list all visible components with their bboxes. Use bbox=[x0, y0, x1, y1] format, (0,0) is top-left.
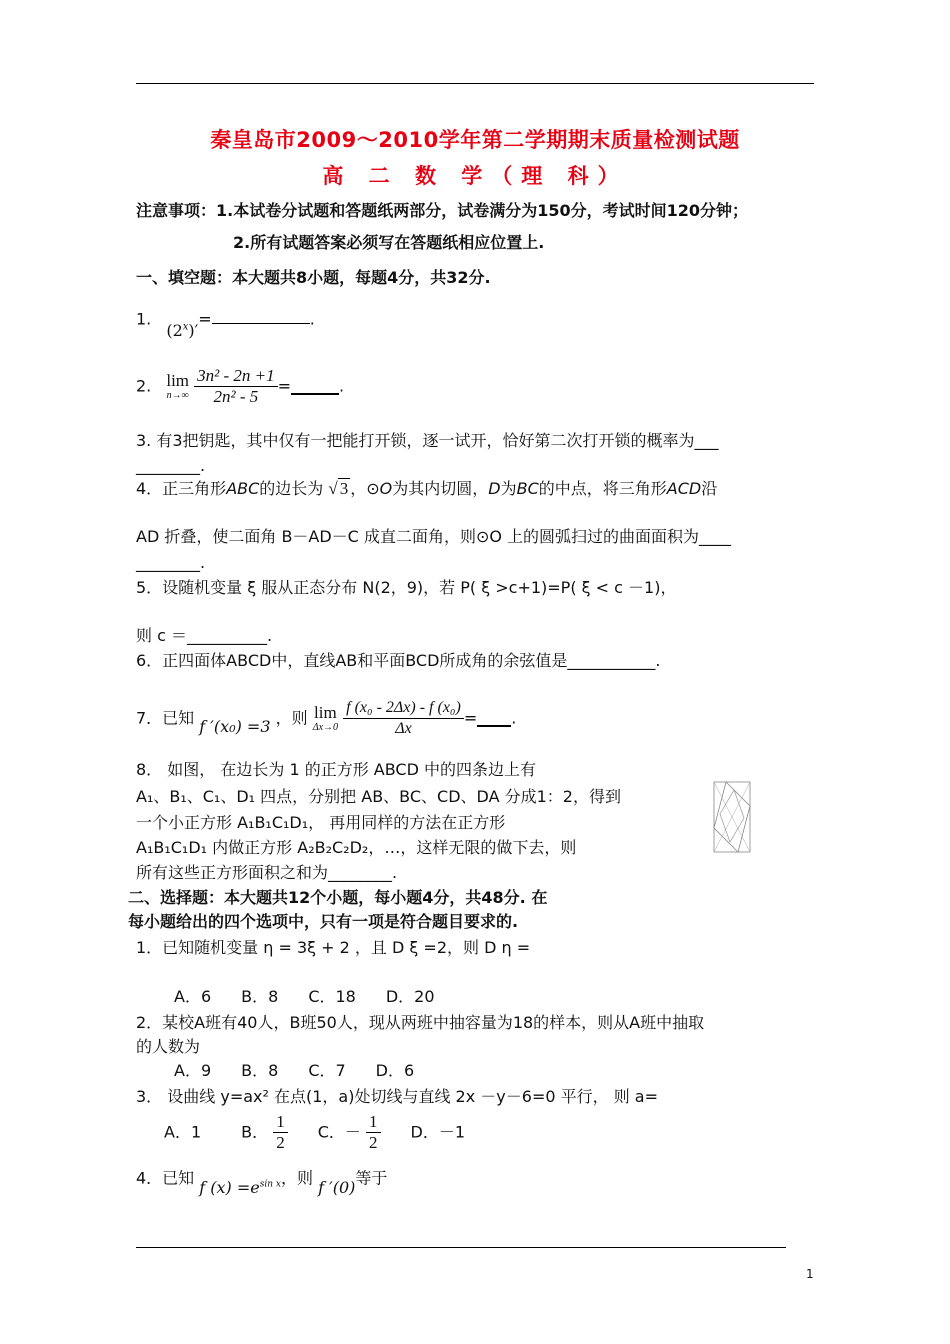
exam-subtitle: 高 二 数 学（理 科） bbox=[322, 164, 628, 188]
question-fill-8-l4: A₁B₁C₁D₁ 内做正方形 A₂B₂C₂D₂，…，这样无限的做下去，则 bbox=[136, 838, 577, 857]
option: C．－ bbox=[317, 1122, 361, 1142]
limit-operator: lim Δx→0 bbox=[312, 703, 339, 733]
question-fill-8-l5: 所有这些正方形面积之和为________. bbox=[136, 863, 398, 882]
answer-blank bbox=[212, 308, 310, 324]
option: D．20 bbox=[385, 987, 435, 1006]
question-fill-8-l3: 一个小正方形 A₁B₁C₁D₁， 再用同样的方法在正方形 bbox=[136, 813, 506, 832]
question-fill-3-cont: ________. bbox=[136, 456, 206, 475]
option: C．18 bbox=[308, 987, 356, 1006]
section-1-heading: 一、填空题：本大题共8小题，每题4分，共32分. bbox=[136, 268, 491, 287]
q1-eq: = bbox=[198, 309, 212, 329]
nested-squares-figure bbox=[708, 776, 756, 858]
question-fill-4-end: ________. bbox=[136, 553, 206, 572]
notice-item-1: 1.本试卷分试题和答题纸两部分，试卷满分为150分，考试时间120分钟； bbox=[216, 201, 749, 220]
q1-exp: x bbox=[182, 322, 189, 333]
notice-block bbox=[136, 200, 748, 222]
fraction-half: $\frac{1}{2}$ bbox=[366, 1112, 381, 1153]
question-choice-2: 2．某校A班有40人，B班50人，现从两班中抽容量为18的样本，则从A班中抽取 bbox=[136, 1013, 705, 1032]
question-fill-7: 7．已知 f ′(x₀) =3 ，则 lim Δx→0 $\frac{\text{f (x₀ - 2Δx) - f (x₀)}}{\Delta x}$ = . bbox=[136, 699, 517, 737]
option: B．8 bbox=[241, 1061, 279, 1080]
question-choice-2-cont: 的人数为 bbox=[136, 1037, 201, 1056]
header-rule bbox=[136, 83, 814, 84]
exam-title: 秦皇岛市2009～2010学年第二学期期末质量检测试题 bbox=[210, 128, 740, 152]
option: A．6 bbox=[174, 987, 212, 1006]
option: D．6 bbox=[375, 1061, 415, 1080]
option: B．8 bbox=[241, 987, 279, 1006]
question-choice-1: 1．已知随机变量 η = 3ξ + 2 ，且 D ξ =2，则 D η = bbox=[136, 938, 531, 957]
question-fill-8-l2: A₁、B₁、C₁、D₁ 四点，分别把 AB、BC、CD、DA 分成1：2，得到 bbox=[136, 787, 621, 806]
q1-tail: )′ bbox=[188, 321, 199, 341]
q-number: 1. bbox=[136, 309, 152, 329]
question-fill-2: 2. lim n→∞ $\frac{\text{3n² - 2n +1}}{\text{2n² - 5}}$ = . bbox=[136, 366, 345, 406]
option: D．－1 bbox=[410, 1122, 466, 1142]
question-fill-4: 4．正三角形ABC的边长为 √ 3 ，⊙O为其内切圆，D为BC的中点，将三角形ACD沿 bbox=[136, 479, 718, 498]
question-fill-5-cont: 则 c ＝__________. bbox=[136, 626, 273, 645]
question-fill-6: 6．正四面体ABCD中，直线AB和平面BCD所成角的余弦值是___________. bbox=[136, 651, 661, 670]
choice-3-options bbox=[164, 1112, 465, 1160]
notice-item-2: 2.所有试题答案必须写在答题纸相应位置上. bbox=[233, 233, 545, 252]
option: A．1 bbox=[164, 1122, 202, 1142]
question-choice-3: 3． 设曲线 y=ax² 在点(1，a)处切线与直线 2x －y－6=0 平行， 则 a= bbox=[136, 1087, 658, 1106]
question-fill-5: 5．设随机变量 ξ 服从正态分布 N(2，9)，若 P( ξ >c+1)=P( ξ < c －1)， bbox=[136, 578, 677, 597]
option: A．9 bbox=[174, 1061, 212, 1080]
section-2-heading-cont: 每小题给出的四个选项中，只有一项是符合题目要求的. bbox=[128, 912, 519, 931]
notice-label: 注意事项： bbox=[136, 201, 217, 220]
derivative-condition: f ′(x₀) =3 bbox=[199, 716, 271, 736]
limit-fraction: $\frac{\text{f (x₀ - 2Δx) - f (x₀)}}{\Delta x}$ bbox=[343, 698, 464, 739]
answer-blank bbox=[477, 711, 511, 727]
page-number: 1 bbox=[806, 1267, 814, 1281]
question-fill-8: 8． 如图， 在边长为 1 的正方形 ABCD 中的四条边上有 bbox=[136, 760, 537, 779]
limit-operator: lim n→∞ bbox=[166, 371, 190, 401]
choice-1-options bbox=[174, 986, 435, 1008]
question-choice-4: 4．已知 f $(x) =e^{sin x}$，则 f ′(0)等于 bbox=[136, 1168, 388, 1198]
option: C．7 bbox=[308, 1061, 346, 1080]
q-number: 2. bbox=[136, 376, 152, 396]
sqrt-symbol: √ 3 bbox=[328, 479, 349, 498]
limit-fraction: $\frac{\text{3n² - 2n +1}}{\text{2n² - 5}}$ bbox=[194, 366, 277, 407]
section-2-heading: 二、选择题：本大题共12个小题，每小题4分，共48分. 在 bbox=[128, 888, 548, 907]
question-fill-3: 3. 有3把钥匙，其中仅有一把能打开锁，逐一试开，恰好第二次打开锁的概率为___ bbox=[136, 431, 719, 450]
q1-base: (2 bbox=[166, 321, 183, 341]
fraction-half: $\frac{1}{2}$ bbox=[273, 1112, 288, 1153]
derivative-at-zero: f ′(0) bbox=[318, 1178, 356, 1198]
function-definition: f $(x) =e^{sin x}$ bbox=[199, 1178, 281, 1198]
choice-2-options bbox=[174, 1060, 414, 1082]
option: B． bbox=[241, 1122, 269, 1142]
question-fill-1: 1. $(2^x)'=$ . bbox=[136, 309, 315, 341]
footer-rule bbox=[136, 1247, 786, 1248]
answer-blank bbox=[291, 379, 339, 395]
question-fill-4-cont: AD 折叠，使二面角 B－AD－C 成直二面角，则⊙O 上的圆弧扫过的曲面面积为____ bbox=[136, 527, 732, 546]
